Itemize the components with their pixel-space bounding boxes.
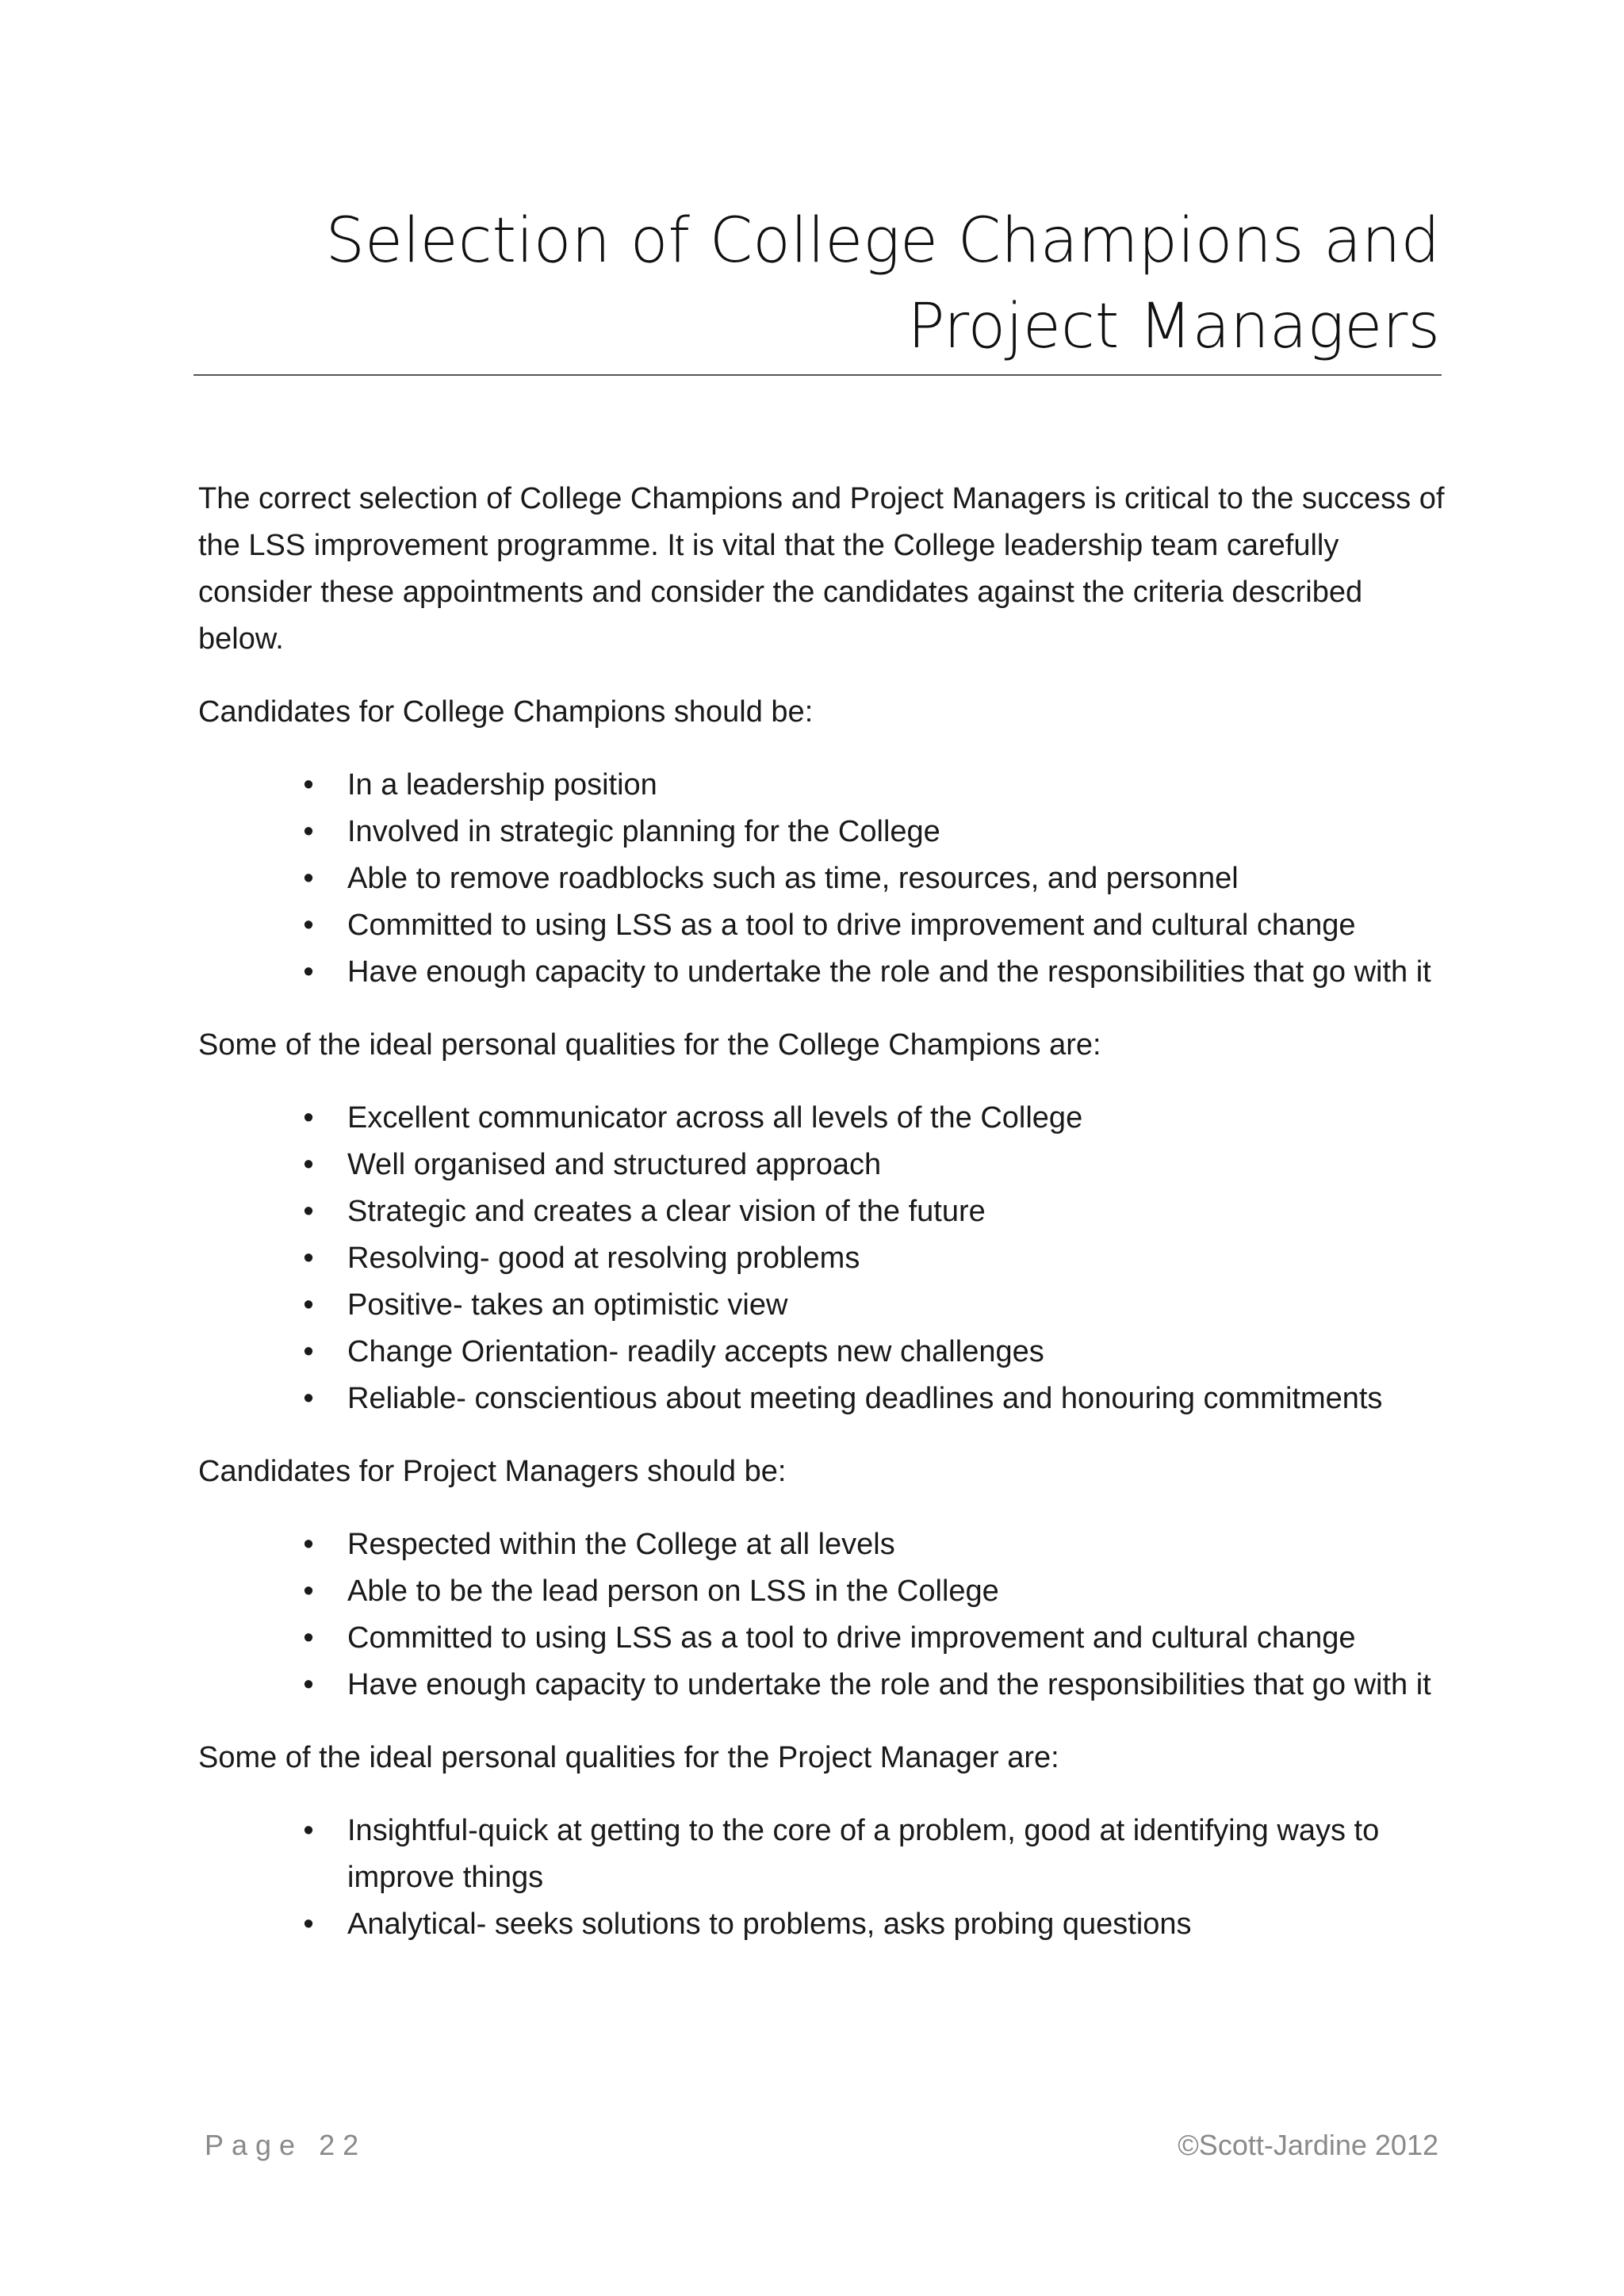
bullet-icon: •	[303, 862, 314, 895]
list-item-text: Excellent communicator across all levels of the College	[347, 1101, 1083, 1135]
title-underline	[193, 374, 1442, 376]
bullet-icon: •	[303, 1288, 314, 1322]
list-item-text: Able to remove roadblocks such as time, resources, and personnel	[347, 862, 1239, 895]
copyright-notice: ©Scott-Jardine 2012	[1178, 2129, 1438, 2161]
section-heading-champion-qualities: Some of the ideal personal qualities for the College Champions are:	[198, 1028, 1101, 1062]
page-title-line-2: Project Managers	[907, 291, 1440, 362]
list-item	[198, 1376, 1451, 1422]
list-item-text: Involved in strategic planning for the College	[347, 815, 940, 848]
section-heading-pm-qualities: Some of the ideal personal qualities for the Project Manager are:	[198, 1741, 1059, 1774]
document-body	[198, 476, 1451, 1974]
list-item	[198, 949, 1451, 996]
list-item-text: Change Orientation- readily accepts new challenges	[347, 1335, 1044, 1368]
list-item	[198, 1568, 1451, 1615]
page-title	[193, 198, 1440, 369]
list-item-text: In a leadership position	[347, 768, 657, 802]
page-title-line-1: Selection of College Champions and	[325, 205, 1440, 277]
list-item	[198, 1329, 1451, 1376]
list-item	[198, 1521, 1451, 1568]
bullet-icon: •	[303, 1101, 314, 1135]
intro-paragraph: The correct selection of College Champions and Project Managers is critical to the success of the LSS improvement programme. It is vital that the College leadership team carefully consider these appointments and consider the candidates against the criteria described below.	[198, 482, 1445, 656]
list-item-text: Respected within the College at all levels	[347, 1528, 895, 1561]
list-item	[198, 1188, 1451, 1235]
list-item-text: Committed to using LSS as a tool to drive improvement and cultural change	[347, 1621, 1356, 1655]
bullet-icon: •	[303, 1575, 314, 1608]
list-item	[198, 1662, 1451, 1709]
list-item	[198, 902, 1451, 949]
champion-candidates-list	[198, 762, 1451, 996]
bullet-icon: •	[303, 815, 314, 848]
list-item-text: Have enough capacity to undertake the role and the responsibilities that go with it	[347, 955, 1431, 989]
section-heading-champion-candidates: Candidates for College Champions should be:	[198, 695, 814, 729]
page-number: Page 22	[205, 2129, 367, 2161]
list-item	[198, 1615, 1451, 1662]
list-item	[198, 1282, 1451, 1329]
list-item-text: Able to be the lead person on LSS in the College	[347, 1575, 999, 1608]
bullet-icon: •	[303, 1908, 314, 1941]
bullet-icon: •	[303, 1814, 314, 1847]
bullet-icon: •	[303, 1382, 314, 1415]
bullet-icon: •	[303, 1335, 314, 1368]
list-item-text: Analytical- seeks solutions to problems, asks probing questions	[347, 1908, 1192, 1941]
bullet-icon: •	[303, 1148, 314, 1181]
list-item-text: Insightful-quick at getting to the core of a problem, good at identifying ways to improve things	[347, 1814, 1380, 1894]
list-item-text: Resolving- good at resolving problems	[347, 1242, 860, 1275]
list-item	[198, 1901, 1451, 1948]
list-item-text: Positive- takes an optimistic view	[347, 1288, 788, 1322]
champion-qualities-list	[198, 1095, 1451, 1422]
list-item	[198, 1142, 1451, 1188]
pm-candidates-list	[198, 1521, 1451, 1709]
list-item-text: Committed to using LSS as a tool to drive improvement and cultural change	[347, 909, 1356, 942]
bullet-icon: •	[303, 955, 314, 989]
bullet-icon: •	[303, 1195, 314, 1228]
list-item	[198, 855, 1451, 902]
list-item-text: Strategic and creates a clear vision of the future	[347, 1195, 986, 1228]
section-heading-pm-candidates: Candidates for Project Managers should be:	[198, 1455, 787, 1488]
pm-qualities-list	[198, 1808, 1451, 1948]
list-item-text: Reliable- conscientious about meeting deadlines and honouring commitments	[347, 1382, 1383, 1415]
list-item	[198, 1235, 1451, 1282]
bullet-icon: •	[303, 1668, 314, 1701]
bullet-icon: •	[303, 768, 314, 802]
bullet-icon: •	[303, 1528, 314, 1561]
list-item	[198, 762, 1451, 809]
bullet-icon: •	[303, 1242, 314, 1275]
list-item-text: Well organised and structured approach	[347, 1148, 882, 1181]
list-item-text: Have enough capacity to undertake the role and the responsibilities that go with it	[347, 1668, 1431, 1701]
list-item	[198, 809, 1451, 855]
list-item	[198, 1808, 1451, 1901]
list-item	[198, 1095, 1451, 1142]
bullet-icon: •	[303, 909, 314, 942]
bullet-icon: •	[303, 1621, 314, 1655]
